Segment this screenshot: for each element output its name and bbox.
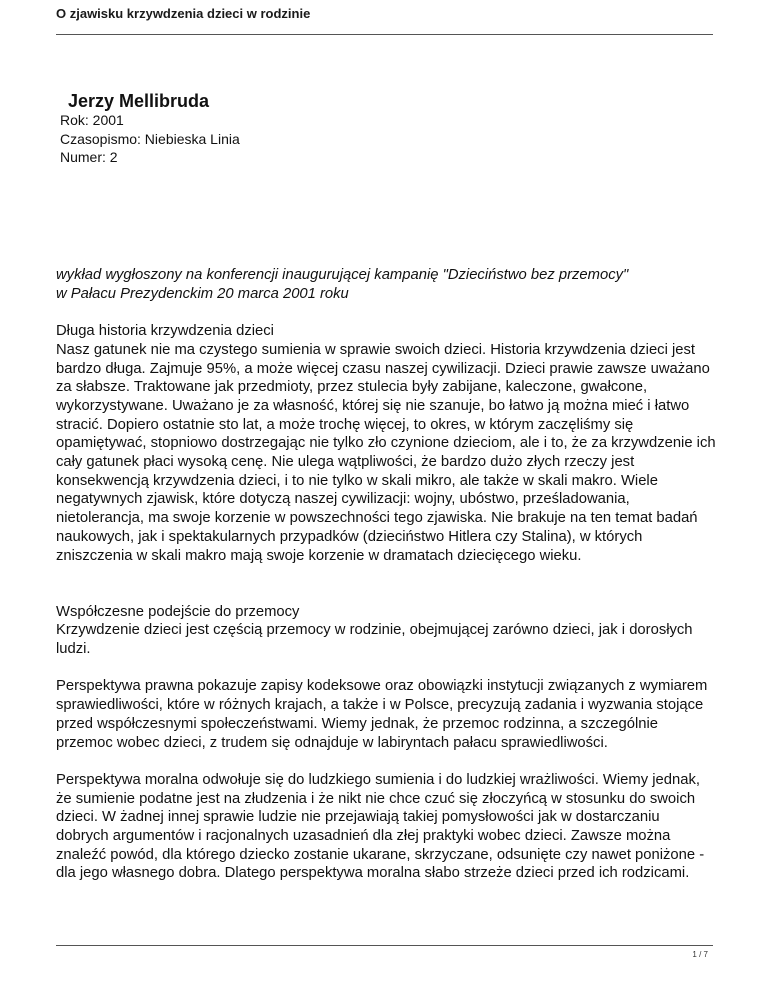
section-history-heading: Długa historia krzywdzenia dzieci [56,323,274,340]
section-spacer [56,584,716,603]
page-number: 1 / 7 [692,950,708,959]
section-history-body: Nasz gatunek nie ma czystego sumienia w sprawie swoich dzieci. Historia krzywdzenia dzieci jest bardzo długa. Zajmuje 95%, a może więcej czasu naszej cywilizacji. Dzieci prawie zawsze uważano za słabsze. Traktowane jak przedmioty, przez stulecia były zabijane, kaleczone, gwałcone, wykorzystywane. Uważano je za własność, której się nie szanuje, bo łatwo ją można mieć i łatwo stracić. Dopiero ostatnie sto lat, a może trochę więcej, to okres, w którym zaczęliśmy się opamiętywać, stopniowo dostrzegając nie tylko zło czynione dzieciom, ale i to, że za krzywdzenie ich cały gatunek płaci wysoką cenę. Nie ulega wątpliwości, że bardzo dużo złych rzeczy jest konsekwencją krzywdzenia dzieci, i to nie tylko w skali mikro, ale także w skali makro. Wiele negatywnych zjawisk, które dotyczą naszej cywilizacji: wojny, ubóstwo, prześladowania, nietolerancja, ma swoje korzenie w powszechności tego zjawiska. Nie brakuje na ten temat badań naukowych, jak i spektakularnych przypadków (dzieciństwo Hitlera czy Stalina), w których zniszczenia w skali makro mają swoje korzenie w dramatach dziecięcego wieku. [56,341,716,564]
article-journal: Czasopismo: Niebieska Linia [60,130,240,147]
intro-line-2: w Pałacu Prezydenckim 20 marca 2001 roku [56,285,349,302]
article-content [56,266,716,902]
article-year: Rok: 2001 [60,112,124,128]
article-metadata [60,111,240,167]
page-header-title: O zjawisku krzywdzenia dzieci w rodzinie [56,6,311,21]
footer-divider [56,945,713,946]
intro-line-1: wykład wygłoszony na konferencji inaugurującej kampanię "Dzieciństwo bez przemocy" [56,267,629,283]
section-modern-heading: Współczesne podejście do przemocy [56,603,300,620]
article-issue: Numer: 2 [60,149,118,165]
section-history [56,322,716,565]
paragraph-moral-perspective: Perspektywa moralna odwołuje się do ludzkiego sumienia i do ludzkiej wrażliwości. Wiemy jednak, że sumienie podatne jest na złudzenia i że nikt nie chce czuć się złoczyńcą w stosunku do swoich dzieci. W żadnej innej sprawie ludzie nie przejawiają takiej pomysłowości jak w dostarczaniu dobrych argumentów i racjonalnych uzasadnień dla złej praktyki wobec dzieci. Zawsze można znaleźć powód, dla którego dziecko zostanie ukarane, skrzyczane, odsunięte czy nawet poniżone - dla jego własnego dobra. Dlatego perspektywa moralna słabo strzeże dzieci przed ich rodzicami. [56,771,705,882]
section-modern [56,603,716,659]
section-modern-body: Krzywdzenie dzieci jest częścią przemocy w rodzinie, obejmującej zarówno dzieci, jak i dorosłych ludzi. [56,622,693,658]
paragraph-legal-perspective: Perspektywa prawna pokazuje zapisy kodeksowe oraz obowiązki instytucji związanych z wymiarem sprawiedliwości, które w różnych krajach, a także i w Polsce, precyzują zadania i wyzwania stojące przed współczesnymi społeczeństwami. Wiemy jednak, że przemoc rodzinna, a szczególnie przemoc wobec dzieci, z trudem się odnajduje w labiryntach pałacu sprawiedliwości. [56,678,708,751]
article-author: Jerzy Mellibruda [68,91,210,111]
header-divider [56,34,713,35]
article-intro [56,266,716,303]
